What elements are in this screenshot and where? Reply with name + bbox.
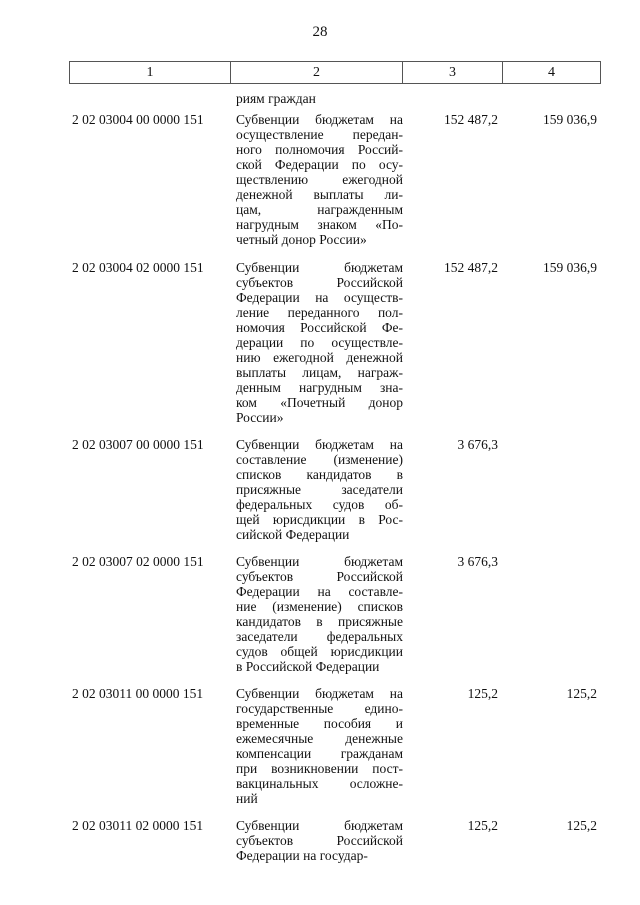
revenue-name-line: присяжные заседатели: [236, 482, 403, 497]
revenue-name-line: государственные едино-: [236, 701, 403, 716]
revenue-name-line: списков кандидатов в: [236, 467, 403, 482]
table-row: [0, 112, 640, 247]
continued-text: риям граждан: [236, 91, 316, 106]
column-header-1: 1: [70, 62, 231, 84]
revenue-name-line: заседатели федеральных: [236, 629, 403, 644]
revenue-name-line: денным нагрудным зна-: [236, 380, 403, 395]
revenue-name-line: временные пособия и: [236, 716, 403, 731]
column-header-3: 3: [403, 62, 503, 84]
revenue-name-line: в Российской Федерации: [236, 659, 380, 674]
budget-code: 2 02 03011 00 0000 151: [72, 686, 204, 701]
revenue-name-line: ежемесячные денежные: [236, 731, 403, 746]
revenue-name: [236, 112, 403, 247]
amount-column-3: 125,2: [467, 686, 498, 701]
budget-code: 2 02 03007 02 0000 151: [72, 554, 204, 569]
revenue-name-line: кандидатов в присяжные: [236, 614, 403, 629]
amount-column-3: 3 676,3: [457, 437, 498, 452]
revenue-name-line: ний: [236, 791, 258, 806]
revenue-name-line: субъектов Российской: [236, 833, 403, 848]
revenue-name-line: Федерации на осуществ-: [236, 290, 403, 305]
revenue-name-line: России»: [236, 410, 284, 425]
table-row: [0, 260, 640, 425]
revenue-name-line: щей юрисдикции в Рос-: [236, 512, 403, 527]
amount-column-4: 125,2: [566, 818, 597, 833]
revenue-name-line: Субвенции бюджетам: [236, 554, 403, 569]
revenue-name-line: осуществление передан-: [236, 127, 403, 142]
revenue-name: [236, 818, 403, 863]
table-row: [0, 686, 640, 806]
budget-code: 2 02 03004 02 0000 151: [72, 260, 204, 275]
page-number: 28: [312, 24, 328, 40]
revenue-name-line: Субвенции бюджетам на: [236, 112, 403, 127]
revenue-name-line: цам, награжденным: [236, 202, 403, 217]
column-header-4: 4: [503, 62, 601, 84]
revenue-name-line: нию ежегодной денежной: [236, 350, 403, 365]
revenue-name-line: ществлению ежегодной: [236, 172, 403, 187]
budget-code: 2 02 03011 02 0000 151: [72, 818, 204, 833]
revenue-name-line: ление переданного пол-: [236, 305, 403, 320]
amount-column-4: 125,2: [566, 686, 597, 701]
revenue-name-line: денежной выплаты ли-: [236, 187, 403, 202]
revenue-name-line: федеральных судов об-: [236, 497, 403, 512]
revenue-name-line: сийской Федерации: [236, 527, 350, 542]
revenue-name-line: дерации по осуществле-: [236, 335, 403, 350]
budget-code: 2 02 03004 00 0000 151: [72, 112, 204, 127]
amount-column-3: 152 487,2: [444, 112, 498, 127]
revenue-name-line: номочия Российской Фе-: [236, 320, 403, 335]
revenue-name-line: выплаты лицам, награж-: [236, 365, 403, 380]
revenue-name-line: Субвенции бюджетам на: [236, 437, 403, 452]
revenue-name-line: при возникновении пост-: [236, 761, 403, 776]
revenue-name-line: Субвенции бюджетам: [236, 260, 403, 275]
revenue-name-line: компенсации гражданам: [236, 746, 403, 761]
amount-column-3: 152 487,2: [444, 260, 498, 275]
revenue-name-line: ного полномочия Россий-: [236, 142, 403, 157]
revenue-name-line: судов общей юрисдикции: [236, 644, 403, 659]
revenue-name: [236, 554, 403, 674]
revenue-name-line: Субвенции бюджетам на: [236, 686, 403, 701]
amount-column-4: 159 036,9: [543, 260, 597, 275]
revenue-name-line: ской Федерации по осу-: [236, 157, 403, 172]
revenue-name-line: Федерации на государ-: [236, 848, 368, 863]
revenue-name-line: вакцинальных осложне-: [236, 776, 403, 791]
revenue-name-line: ком «Почетный донор: [236, 395, 403, 410]
column-header-row: [69, 61, 601, 84]
amount-column-3: 125,2: [467, 818, 498, 833]
table-body: [0, 112, 640, 863]
revenue-name-line: Субвенции бюджетам: [236, 818, 403, 833]
revenue-name: [236, 437, 403, 542]
revenue-name-line: нагрудным знаком «По-: [236, 217, 403, 232]
table-row: [0, 437, 640, 542]
amount-column-4: 159 036,9: [543, 112, 597, 127]
budget-code: 2 02 03007 00 0000 151: [72, 437, 204, 452]
revenue-name-line: Федерации на составле-: [236, 584, 403, 599]
revenue-name-line: субъектов Российской: [236, 569, 403, 584]
revenue-name-line: субъектов Российской: [236, 275, 403, 290]
amount-column-3: 3 676,3: [457, 554, 498, 569]
revenue-name: [236, 260, 403, 425]
column-header-2: 2: [231, 62, 403, 84]
table-row: [0, 818, 640, 863]
table-row: [0, 554, 640, 674]
revenue-name-line: четный донор России»: [236, 232, 367, 247]
revenue-name-line: составление (изменение): [236, 452, 403, 467]
revenue-name-line: ние (изменение) списков: [236, 599, 403, 614]
revenue-name: [236, 686, 403, 806]
